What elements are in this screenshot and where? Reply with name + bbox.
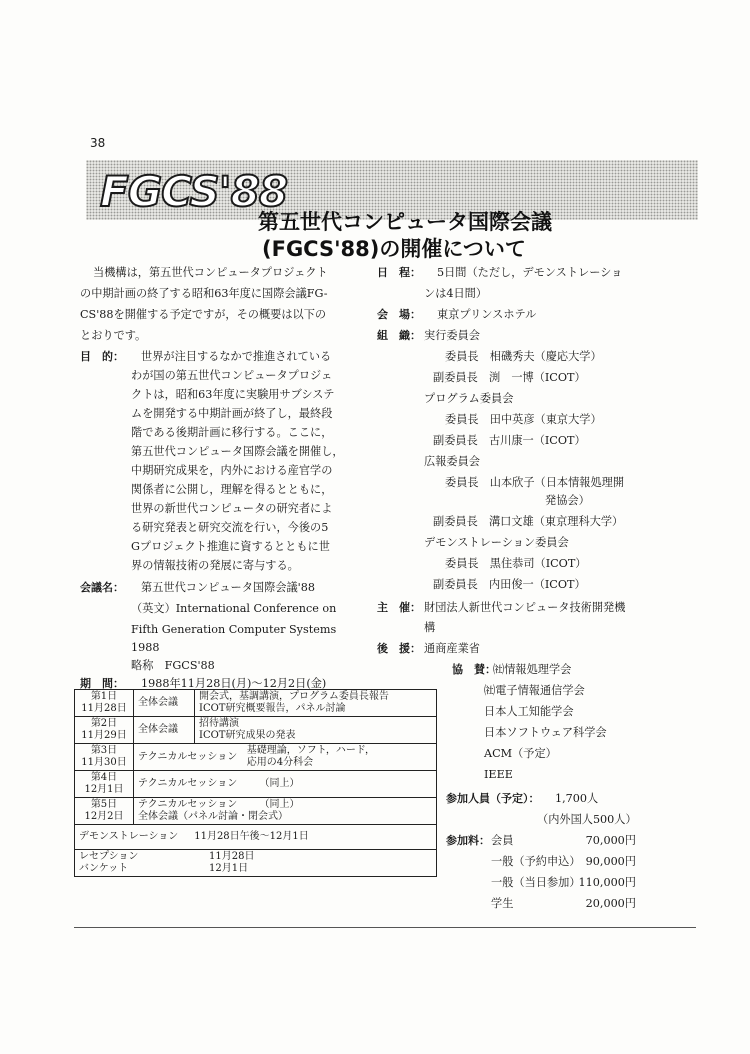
day-cell: 第4日 12月1日: [75, 771, 134, 798]
period-label: 期 間：: [80, 677, 124, 690]
participants-foreign: （内外国人500人）: [537, 813, 637, 826]
fee-amount: 20,000円: [585, 897, 636, 910]
session-cell: テクニカルセッション （同上） 全体会議（パネル討論・閉会式）: [134, 798, 437, 825]
fgcs-logo: FGCS'88: [100, 167, 288, 216]
fee-type: 学生: [491, 897, 514, 910]
fee-amount: 110,000円: [578, 876, 636, 889]
purpose-line: 関係者に公開し，理解を得るとともに，: [131, 483, 333, 496]
details-cell: 開会式，基調講演，プログラム委員長報告 ICOT研究概要報告，パネル討論: [195, 690, 437, 717]
org-member: 委員長 田中英彦（東京大学）: [445, 413, 602, 426]
schedule-table: [74, 689, 437, 877]
intro-line-1: 当機構は，第五世代コンピュータプロジェクト: [93, 266, 328, 279]
host-label: 主 催：: [377, 601, 421, 614]
demo-cell: デモンストレーション 11月28日午後～12月1日: [75, 825, 437, 850]
coop-org: IEEE: [484, 768, 513, 781]
session-cell: テクニカルセッション （同上）: [134, 771, 437, 798]
purpose-line: 世界が注目するなかで推進されている: [141, 350, 332, 363]
period-text: 1988年11月28日(月)～12月2日(金): [141, 677, 327, 690]
session-cell: テクニカルセッション 基礎理論，ソフト，ハード， 応用の4分科会: [134, 744, 437, 771]
intro-line-4: とおりです。: [80, 329, 147, 342]
participants-label: 参加人員（予定）：: [446, 792, 540, 805]
coop-org: 日本ソフトウェア科学会: [484, 726, 607, 739]
day-cell: 第2日 11月29日: [75, 717, 134, 744]
table-row: [75, 825, 437, 850]
purpose-line: クトは，昭和63年度に実験用サブシステ: [131, 388, 335, 401]
venue-text: 東京プリンスホテル: [437, 308, 537, 321]
table-row: [75, 798, 437, 825]
org-pr: 広報委員会: [424, 455, 480, 468]
org-member: 委員長 黒住恭司（ICOT）: [445, 557, 587, 570]
page-title-line2: (FGCS'88)の開催について: [262, 237, 526, 261]
conf-name-line: 略称 FGCS'88: [131, 659, 215, 672]
purpose-line: Gプロジェクト推進に資するとともに世: [131, 540, 330, 553]
purpose-line: る研究発表と研究交流を行い，今後の5: [131, 521, 329, 534]
purpose-label: 目 的：: [80, 350, 124, 363]
details-cell: 招待講演 ICOT研究成果の発表: [195, 717, 437, 744]
coop-label: 協 賛：: [452, 663, 496, 676]
table-row: [75, 717, 437, 744]
purpose-line: 階である後期計画に移行する。ここに，: [131, 426, 333, 439]
fee-amount: 70,000円: [585, 834, 636, 847]
day-cell: 第5日 12月2日: [75, 798, 134, 825]
fee-amount: 90,000円: [585, 855, 636, 868]
host-text: 財団法人新世代コンピュータ技術開発機: [424, 601, 626, 614]
schedule-text: ンは4日間）: [424, 287, 488, 300]
conf-name-line: 1988: [131, 641, 160, 654]
org-member: 委員長 山本欣子（日本情報処理開: [445, 476, 625, 489]
org-member: 副委員長 渕 一博（ICOT）: [433, 371, 586, 384]
coop-org: ㈳情報処理学会: [493, 663, 572, 676]
table-row: [75, 771, 437, 798]
purpose-line: ムを開発する中期計画が終了し，最終段: [131, 407, 333, 420]
fee-type: 一般（予約申込）: [491, 855, 581, 868]
conf-name-line: 第五世代コンピュータ国際会議'88: [141, 581, 315, 594]
org-member: 委員長 相磯秀夫（慶応大学）: [445, 350, 602, 363]
conf-name-line: Fifth Generation Computer Systems: [131, 623, 337, 636]
coop-org: 日本人工知能学会: [484, 705, 574, 718]
table-row: [75, 744, 437, 771]
purpose-line: 世界の新世代コンピュータの研究者によ: [131, 502, 333, 515]
table-row: [75, 850, 437, 877]
day-cell: 第3日 11月30日: [75, 744, 134, 771]
org-prog: プログラム委員会: [424, 392, 514, 405]
org-member: 発協会）: [545, 494, 590, 507]
session-cell: 全体会議: [134, 717, 195, 744]
org-member: 副委員長 内田俊一（ICOT）: [433, 578, 586, 591]
org-demo: デモンストレーション委員会: [424, 536, 569, 549]
venue-label: 会 場：: [377, 308, 421, 321]
coop-org: ㈳電子情報通信学会: [484, 684, 585, 697]
support-label: 後 援：: [377, 642, 421, 655]
purpose-line: 中期研究成果を，内外における産官学の: [131, 464, 333, 477]
purpose-line: 界の情報技術の発展に寄与する。: [131, 559, 299, 572]
org-member: 副委員長 古川康一（ICOT）: [433, 434, 586, 447]
coop-org: ACM（予定）: [484, 747, 557, 760]
session-cell: 全体会議: [134, 690, 195, 717]
support-text: 通商産業省: [424, 642, 480, 655]
conf-name-label: 会議名：: [80, 581, 124, 594]
schedule-text: 5日間（ただし，デモンストレーショ: [437, 266, 623, 279]
schedule-label: 日 程：: [377, 266, 421, 279]
intro-line-2: の中期計画の終了する昭和63年度に国際会議FG-: [80, 287, 328, 300]
conf-name-line: （英文）International Conference on: [131, 602, 337, 615]
intro-line-3: CS'88を開催する予定ですが，その概要は以下の: [80, 308, 327, 321]
purpose-line: わが国の第五世代コンピュータプロジェ: [131, 369, 333, 382]
bottom-rule: [74, 927, 696, 928]
fee-type: 会員: [491, 834, 514, 847]
page-title-line1: 第五世代コンピュータ国際会議: [258, 210, 552, 234]
org-member: 副委員長 溝口文雄（東京理科大学）: [433, 515, 624, 528]
participants-count: 1,700人: [555, 792, 599, 805]
fee-label: 参加料：: [446, 834, 490, 847]
page-number: 38: [90, 136, 106, 150]
host-text: 構: [424, 621, 436, 634]
fee-type: 一般（当日参加）: [491, 876, 581, 889]
org-exec: 実行委員会: [424, 329, 480, 342]
org-label: 組 織：: [377, 329, 421, 342]
purpose-line: 第五世代コンピュータ国際会議を開催し，: [131, 445, 344, 458]
reception-cell: レセプション 11月28日 バンケット 12月1日: [75, 850, 437, 877]
day-cell: 第1日 11月28日: [75, 690, 134, 717]
